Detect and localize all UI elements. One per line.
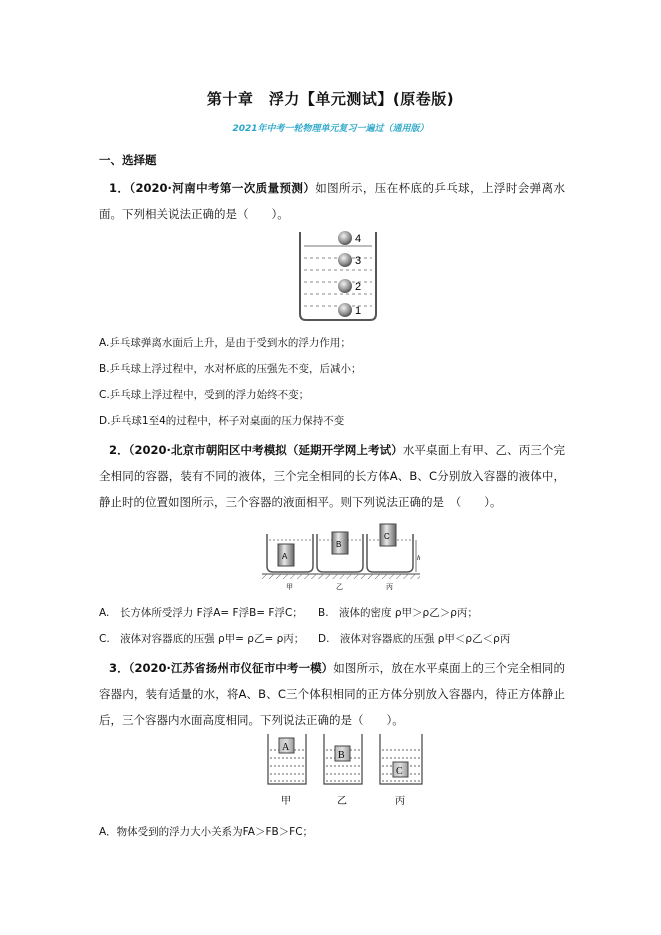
question-3 <box>99 655 565 733</box>
figure-q1-beaker <box>290 224 390 324</box>
q2-option-d: D. 液体对容器底的压强 ρ甲＜ρ乙＜ρ丙 <box>318 633 511 645</box>
question-1 <box>99 175 565 227</box>
q3-option-a: A．物体受到的浮力大小关系为FA＞FB＞FC； <box>99 826 314 838</box>
q1-option-c: C.乒乓球上浮过程中，受到的浮力始终不变； <box>99 389 310 401</box>
section-heading: 一、选择题 <box>99 153 157 167</box>
question-3-source: 3．（2020·江苏省扬州市仪征市中考一模） <box>109 661 334 675</box>
q1-option-b: B.乒乓球上浮过程中，水对杯底的压强先不变，后减小； <box>99 363 362 375</box>
question-1-text: 如图所示，压在杯底的乒乓球，上浮时会弹离水面。下列相关说法正确的是（ ）。 <box>99 181 565 221</box>
ball-2 <box>338 279 352 293</box>
figure-q3-containers <box>262 732 438 812</box>
question-3-text: 如图所示，放在水平桌面上的三个完全相同的容器内，装有适量的水，将A、B、C三个体积相同的正方体分别放入容器内，待正方体静止后，三个容器内水面高度相同。下列说法正确的是（ ）。 <box>99 661 565 727</box>
ball-3 <box>338 253 352 267</box>
table-surface <box>262 574 420 579</box>
q2-option-b: B. 液体的密度 ρ甲＞ρ乙＞ρ丙； <box>318 607 478 619</box>
cube-label-c: C <box>396 766 403 777</box>
container-label-jia: 甲 <box>281 796 291 807</box>
page-title: 第十章 浮力【单元测试】(原卷版) <box>206 90 455 108</box>
ball-label-3: 3 <box>355 255 362 267</box>
q2-option-c: C. 液体对容器底的压强 ρ甲= ρ乙= ρ丙； <box>99 633 305 645</box>
ball-label-4: 4 <box>355 233 362 245</box>
ball-1 <box>338 303 352 317</box>
cube-label-b: B <box>338 750 345 761</box>
q1-option-a: A.乒乓球弹离水面后上升，是由于受到水的浮力作用； <box>99 337 351 349</box>
q1-option-d: D.乒乓球1至4的过程中，杯子对桌面的压力保持不变 <box>99 415 345 427</box>
container-label-yi: 乙 <box>336 583 343 591</box>
container-label-bing: 丙 <box>395 796 405 807</box>
ball-label-2: 2 <box>355 281 362 293</box>
container-label-yi: 乙 <box>337 796 347 807</box>
height-label: h <box>417 554 421 562</box>
question-2 <box>99 437 565 515</box>
question-2-text: 水平桌面上有甲、乙、丙三个完全相同的容器，装有不同的液体，三个完全相同的长方体A、B、C分别放入容器的液体中，静止时的位置如图所示，三个容器的液面相平。则下列说法正确的是 （ ）。 <box>99 443 566 509</box>
container-label-bing: 丙 <box>386 583 393 591</box>
figure-q2-containers <box>262 522 422 592</box>
question-2-source: 2．（2020·北京市朝阳区中考模拟（延期开学网上考试） <box>109 443 403 457</box>
ball-4 <box>338 231 352 245</box>
cube-label-a: A <box>282 742 290 753</box>
page-subtitle: 2021年中考一轮物理单元复习一遍过（通用版） <box>232 124 429 134</box>
ball-label-1: 1 <box>355 305 362 317</box>
container-label-jia: 甲 <box>286 583 293 591</box>
block-label-c: C <box>384 532 390 541</box>
block-label-a: A <box>282 552 288 561</box>
q2-option-a: A. 长方体所受浮力 F浮A= F浮B= F浮C； <box>99 607 303 619</box>
question-1-source: 1．（2020·河南中考第一次质量预测） <box>109 181 316 195</box>
block-label-b: B <box>336 540 342 549</box>
